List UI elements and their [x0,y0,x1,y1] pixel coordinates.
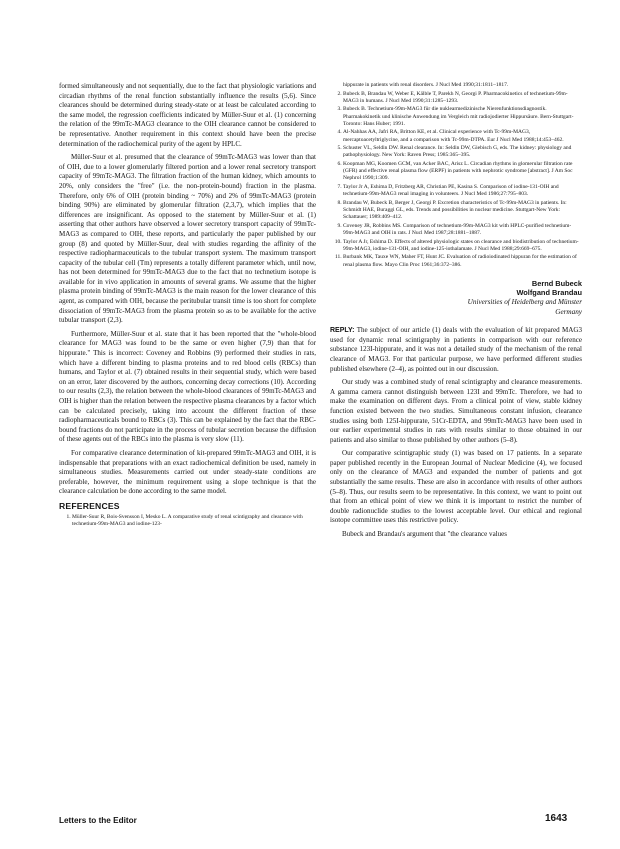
reference-item: 11. Burbank MK, Tauxe WN, Maher FT, Hunt JC. Evaluation of radioiodinated hippuran for the estimation of renal plasma flow. Mayo Clin Proc 1961;36:372–386. [343,254,582,268]
reference-item: 8. Brandau W, Bubeck B, Berger J, Georgi P. Excretion characteristics of Tc-99m-MAG3 in patients. In: Schmidt HAE, Buraggi GL, eds. Trends and possibilities in nuclear medicine. Stuttgart-New York: Schattauer; 1989:409–412. [343,200,582,222]
reference-item: 1. Müller-Suur R, Bois-Svensson I, Mesko L. A comparative study of renal scintigraphy and clearance with technetium-99m-MAG3 and iodine-123- [72,514,316,528]
author-name: Bernd Bubeck [531,278,582,288]
reference-item: hippurate in patients with renal disorders. J Nucl Med 1990;31:1811–1817. [343,82,509,88]
body-paragraph: Furthermore, Müller-Suur et al. state that it has been reported that the "whole-blood clearance for MAG3 was found to be the same or even higher (7,9) than that for hippurate." This is incorrect: Coveney and Robbins (9) performed their studies in rats, which have a different binding to plasma proteins and to red blood cells (RBCs) than humans, and Taylor et al. (7) obtained results in their sequential study, which were based on an error, later discovered by the authors, concerning decay corrections (10). According to our results (2,3), the relation between the whole-blood clearances of 99mTc-MAG3 and OIH is higher than the relation between the respective plasma clearances by a factor which can be calculated precisely, taking into account the different fraction of these radiopharmaceuticals bound to RBCs (3). This can be explained by the fact that the RBC-bound fractions do not participate in the process of tubular secretion because the diffusion of these agents out of the RBCs into the plasma is very slow (11). [59,329,316,444]
signature-block [330,279,582,317]
footer-section-title: Letters to the Editor [59,816,137,825]
reference-item: 9. Coveney JR, Robbins MS. Comparison of technetium-99m-MAG3 kit with HPLC-purified technetium-99m-MAG3 and OIH in rats. J Nucl Med 1987;28:1881–1887. [343,223,582,237]
body-paragraph: formed simultaneously and not sequentially, due to the fact that physiologic variations and circadian rhythms of the renal function substantially influence the results (5,6). Since clearances should be determined during steady-state or at least be calculated according to the same model, the regression coefficients indicated by Müller-Suur et al. (1) concerning the relation of the 99mTc-MAG3 clearance to the OIH clearance cannot be considered to be representative. Another requirement in this context should have been the precise determination of the radiochemical purity of the agent by HPLC. [59,82,316,148]
left-column [59,82,316,530]
reference-item: 7. Taylor Jr A, Eshima D, Fritzberg AR, Christian PE, Kasina S. Comparison of iodine-131-OIH and technetium-99m-MAG3 renal imaging in volunteers. J Nucl Med 1986;27:795–803. [343,184,582,198]
reference-item: 3. Bubeck B. Technetium-99m-MAG3 für die nuklearmedizinische Nierenfunktionsdiagnostik. Pharmakokinetik und klinische Anwendung im Vergleich mit radiojodierter Hippursäure. Bern-Stuttgart-Toronto: Hans Huber; 1991. [343,106,582,128]
author-affiliation: Universities of Heidelberg and Münster [467,297,582,306]
reference-list [59,514,316,528]
page-number: 1643 [545,813,568,824]
reference-item: 2. Bubeck B, Brandau W, Weber E, Kälble T, Parekh N, Georgi P. Pharmacokinetics of technetium-99m-MAG3 in humans. J Nucl Med 1990;31:1285–1293. [343,91,582,105]
references-heading: REFERENCES [59,500,120,511]
reference-list-continued [330,82,582,89]
body-paragraph: Bubeck and Brandau's argument that "the clearance values [342,530,508,539]
reference-item: 6. Koopman MG, Koomen GCM, van Acker BAC, Arisz L. Circadian rhythms in glomerular filtration rate (GFR) and effective renal plasma flow (ERPF) in patients with nephrotic syndrome [abstract]. J Am Soc Nephrol 1990;1:309. [343,161,582,183]
reference-item: 5. Schuster VL, Seldin DW. Renal clearance. In: Seldin DW, Giebisch G, eds. The kidney: physiology and pathophysiology. New York: Raven Press; 1985:365–395. [343,145,582,159]
reference-list [330,91,582,269]
reference-item: 4. Al-Nahhas AA, Jafri RA, Britton KE, et al. Clinical experience with Tc-99m-MAG3, mercaptoacetyltriglycine, and a comparison with Tc-99m-DTPA. Eur J Nucl Med 1988;14:453–462. [343,129,582,143]
reference-item: 10. Taylor A Jr, Eshima D. Effects of altered physiologic states on clearance and biodistribution of technetium-99m-MAG3, iodine-131-OIH, and iodine-125-iothalamate. J Nucl Med 1988;29:669–675. [343,239,582,253]
author-country: Germany [555,307,582,316]
body-paragraph: For comparative clearance determination of kit-prepared 99mTc-MAG3 and OIH, it is indispensable that preparations with an exact radiochemical definition be used, namely in simultaneous studies. Measurements carried out under steady-state conditions are preferable, however, the minimum requirement using a slope technique is that the clearance calculation be done according to the same model. [59,448,316,496]
body-paragraph: Our comparative scintigraphic study (1) was based on 17 patients. In a separate paper published recently in the European Journal of Nuclear Medicine (4), we focused only on the clearance of MAG3 and expanded the number of patients and got substantially the same results. These are also in accordance with results of other authors (5–8). Thus, our results seem to be representative. In this context, we want to point out that from an ethical point of view we think it is important to restrict the number of double radionuclide studies to the lowest acceptable level. Our ethical and regional isotope committee uses this restrictive policy. [330,449,582,525]
reply-paragraph [330,326,582,374]
body-paragraph: Our study was a combined study of renal scintigraphy and clearance measurements. A gamma camera cannot distinguish between 123I and 99mTc. Therefore, we had to make the examination on different days. From a clinical point of view, stable kidney function existed between the two studies. Simultaneous constant infusion, clearance studies using both 125I-hippurate, 51Cr-EDTA, and 99mTc-MAG3 have been used in our earlier experimental studies in rats with results similar to those obtained in our patients and also similar to those published by other authors (5–8). [330,378,582,444]
reply-label: REPLY: [330,327,355,335]
right-column [330,82,582,544]
author-name: Wolfgand Brandau [516,288,582,298]
body-paragraph: Müller-Suur et al. presumed that the clearance of 99mTc-MAG3 was lower than that of OIH, due to a lower glomerularly filtered portion and a lower renal secretory transport capacity of 99mTc-MAG3. The filtration fraction of the human kidney, which amounts to 20%, only considers the "free" (i.e. the non-protein-bound) fraction in the plasma. Therefore, only 6% of OIH (protein binding ~ 70%) and 2% of 99mTc-MAG3 (protein binding 90%) are eliminated by glomerular filtration (2,3,7), which implies that the differences are insignificant. As opposed to the statement by Müller-Suur et al. (1) asserting that other authors have observed a lower secretory transport capacity of 99mTc-MAG3 as compared to OIH, these reports, and particularly the paper published by our group (8) and quoted by Müller-Suur, deal with studies regarding the affinity of the respective radiopharmaceuticals to the tubular transport system. The maximum transport capacity of the tubular cell (Tm) represents a totally different parameter which, until now, has not been determined for 99mTc-MAG3 due to the fact that no technetium isotope is available for in vivo application in amounts of several grams. We assume that the higher plasma protein binding of 99mTc-MAG3 is the main reason for the lower clearance of this agent, as compared with OIH, because the peritubular transit time is too short for complete dissociation of 99mTc-MAG3 from the plasma protein so as to be available for the active tubular transport (2,3). [59,153,316,325]
reply-text: The subject of our article (1) deals with the evaluation of kit prepared MAG3 used for dynamic renal scintigraphy in patients in comparison with our reference substance 123I-hippurate, and it was not a detailed study of the mechanism of the renal clearance of MAG3. For that particular purpose, we have performed different studies published elsewhere (2–4), as pointed out in our discussion. [330,326,582,373]
